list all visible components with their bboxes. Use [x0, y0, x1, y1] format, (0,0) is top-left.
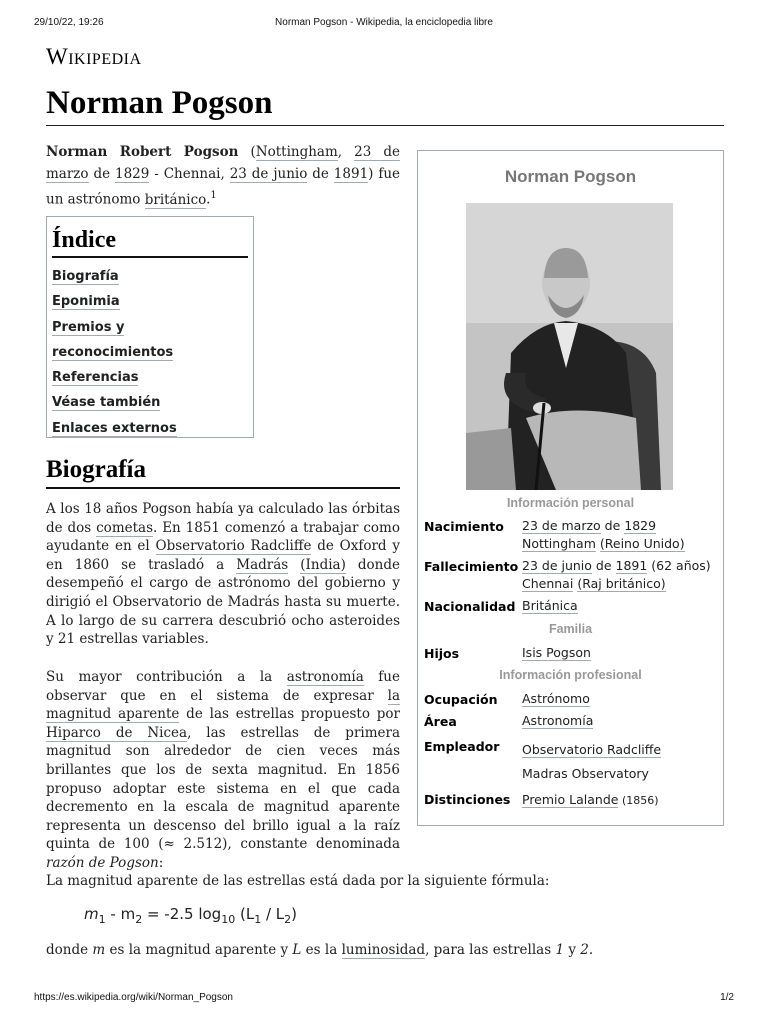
print-url: https://es.wikipedia.org/wiki/Norman_Pogson [34, 992, 233, 1003]
value-distinciones [522, 791, 720, 810]
formula-part: / L [261, 905, 285, 923]
text: de las estrellas propuesto por [179, 706, 400, 723]
link-britanico[interactable]: británico [144, 191, 207, 208]
print-date: 29/10/22, 19:26 [34, 17, 104, 28]
link-britanica[interactable]: Británica [522, 598, 578, 613]
link-magnitud-aparente[interactable]: la magnitud aparente [46, 687, 400, 723]
link-death-year[interactable]: 1891 [333, 166, 369, 182]
lead-text: - Chennai, [149, 166, 230, 182]
formula-part: = -2.5 log [142, 905, 222, 923]
formula-part: 1 [254, 913, 262, 926]
label-fallecimiento: Fallecimiento [424, 559, 519, 574]
lead-text: , [337, 144, 355, 160]
link-birth-year[interactable]: 1829 [115, 166, 150, 182]
formula-part: 2 [135, 913, 143, 926]
toc-item-vease-tambien[interactable] [52, 390, 248, 415]
text: L [292, 942, 302, 958]
link-death-date-infobox[interactable]: 23 de junio [522, 558, 592, 573]
biography-paragraph-1 [46, 500, 400, 649]
toc-item-label: Referencias [52, 370, 139, 386]
link-premio-lalande[interactable]: Premio Lalande [522, 792, 619, 807]
text: donde desempeñó el cargo de astrónomo del gobierno y dirigió el Observatorio de Madrás hasta su muerte. A lo largo de su carrera descubrió ocho asteroides y 21 estrellas variables. [46, 556, 401, 648]
label-area: Área [424, 714, 457, 729]
text: de [591, 558, 616, 573]
subject-name: Norman Robert Pogson [46, 144, 239, 160]
text: . En 1851 comenzó a trabajar como ayudante en el [46, 519, 400, 555]
lead-text: . [206, 191, 211, 208]
print-footer [0, 992, 768, 1006]
text: 2 [580, 942, 589, 958]
text: m [92, 942, 106, 958]
portrait-image [466, 203, 673, 490]
label-ocupacion: Ocupación [424, 692, 498, 707]
link-raj-britanico[interactable]: (Raj británico) [577, 576, 666, 591]
toc-item-label: Enlaces externos [52, 420, 177, 436]
print-page-number: 1/2 [720, 992, 734, 1003]
link-death-date[interactable]: 23 de junio [229, 166, 308, 182]
formula-part: ) [291, 905, 297, 923]
value-hijos [522, 644, 720, 662]
text: de [600, 518, 625, 533]
biography-paragraph-3: La magnitud aparente de las estrellas está dada por la siguiente fórmula: [46, 873, 550, 889]
print-page-title: Norman Pogson - Wikipedia, la enciclopedia libre [275, 17, 493, 28]
lead-text: de [307, 166, 334, 182]
page-title: Norman Pogson [46, 84, 724, 126]
emphasis-razon-pogson: razón de Pogson [46, 854, 159, 871]
wikipedia-wordmark[interactable]: Wikipedia [46, 44, 142, 69]
text: (62 años) [647, 558, 711, 573]
toc-item-label: Eponimia [52, 294, 120, 310]
text: donde [46, 942, 93, 958]
link-nottingham[interactable]: Nottingham [255, 144, 338, 160]
text: . [588, 942, 594, 958]
value-nacionalidad [522, 597, 720, 615]
text-award-year: (1856) [618, 794, 659, 807]
toc-title: Índice [52, 227, 248, 258]
portrait-photo[interactable] [466, 203, 673, 490]
infobox-section-personal: Información personal [506, 496, 635, 510]
formula-part: m [84, 905, 99, 923]
text [288, 557, 300, 573]
biography-paragraph-4 [46, 940, 726, 960]
toc-item-premios[interactable] [52, 315, 248, 366]
toc-item-biografia[interactable] [52, 264, 248, 289]
section-heading-biografia: Biografía [46, 456, 400, 489]
text: , las estrellas de primera magnitud son alrededor de cien veces más brillantes que los de sexta magnitud. En 1856 propuso adoptar este sistema en el que cada decremento en la escala de magnitud aparente representa un descenso del brillo igual a la raíz quinta de 100 (≈ 2.512), constante denominada [46, 724, 401, 853]
value-empleador [522, 738, 720, 786]
link-astronomia-infobox[interactable]: Astronomía [522, 713, 594, 728]
text: es la [301, 942, 342, 958]
text-madras-observatory: Madras Observatory [522, 766, 649, 781]
value-nacimiento [522, 517, 720, 553]
toc-item-enlaces-externos[interactable] [52, 416, 248, 441]
toc-item-label: Premios y reconocimientos [52, 319, 174, 360]
text: y [564, 942, 581, 958]
label-distinciones: Distinciones [424, 792, 511, 807]
text: Su mayor contribución a la [46, 669, 287, 685]
link-birth-year-infobox[interactable]: 1829 [624, 518, 657, 533]
link-astronomia[interactable]: astronomía [286, 669, 364, 685]
infobox [417, 150, 724, 826]
link-observatorio-radcliffe[interactable]: Observatorio Radcliffe [155, 538, 312, 555]
lead-text: ( [238, 144, 256, 160]
text: de Oxford y en 1860 se trasladó a [46, 538, 400, 573]
link-isis-pogson[interactable]: Isis Pogson [522, 645, 591, 660]
print-header [0, 17, 768, 31]
link-india[interactable]: (India) [300, 556, 346, 573]
value-area [522, 712, 720, 730]
link-birth-date[interactable]: 23 de marzo [46, 144, 400, 182]
infobox-section-family: Familia [548, 622, 593, 636]
toc-item-label: Véase también [52, 395, 161, 411]
link-madras[interactable]: Madrás [236, 556, 289, 573]
lead-text: de [88, 166, 115, 182]
infobox-section-professional: Información profesional [499, 668, 642, 682]
biography-paragraph-2 [46, 668, 400, 873]
formula-part: 2 [284, 913, 292, 926]
formula-part: 10 [221, 913, 236, 926]
link-observatorio-radcliffe-infobox[interactable]: Observatorio Radcliffe [522, 742, 662, 757]
toc-item-label: Biografía [52, 269, 119, 284]
link-hiparco[interactable]: Hiparco de Nicea [46, 724, 188, 741]
link-chennai[interactable]: Chennai [522, 576, 574, 591]
formula-part: (L [235, 905, 255, 923]
link-astronomo[interactable]: Astrónomo [522, 691, 590, 706]
link-reino-unido[interactable]: (Reino Unido) [599, 536, 685, 551]
lead-paragraph [46, 141, 400, 211]
label-nacionalidad: Nacionalidad [424, 599, 516, 614]
table-of-contents [46, 216, 254, 438]
infobox-title: Norman Pogson [504, 167, 637, 186]
pogson-formula [84, 903, 297, 931]
reference-marker[interactable]: 1 [210, 190, 217, 201]
link-birthplace-infobox[interactable]: Nottingham [522, 536, 596, 551]
link-cometas[interactable]: cometas [96, 519, 154, 536]
text: es la magnitud aparente y [105, 942, 293, 958]
link-luminosidad[interactable]: luminosidad [341, 942, 426, 958]
link-birth-date-infobox[interactable]: 23 de marzo [522, 518, 601, 533]
label-empleador: Empleador [424, 739, 500, 754]
text: : [158, 854, 164, 871]
value-fallecimiento [522, 557, 720, 593]
toc-item-eponimia[interactable] [52, 289, 248, 314]
toc-item-referencias[interactable] [52, 365, 248, 390]
text: fue observar que en el sistema de expresar [46, 669, 400, 704]
formula-part: - m [105, 905, 136, 923]
link-death-year-infobox[interactable]: 1891 [615, 558, 648, 573]
text: A los 18 años Pogson había ya calculado las órbitas de dos [46, 501, 400, 536]
text: 1 [555, 942, 565, 958]
label-hijos: Hijos [424, 646, 460, 661]
value-ocupacion [522, 690, 720, 708]
formula-part: 1 [98, 913, 106, 926]
label-nacimiento: Nacimiento [424, 519, 504, 534]
text: , para las estrellas [425, 942, 556, 958]
lead-text: ) fue un astrónomo [46, 166, 401, 208]
